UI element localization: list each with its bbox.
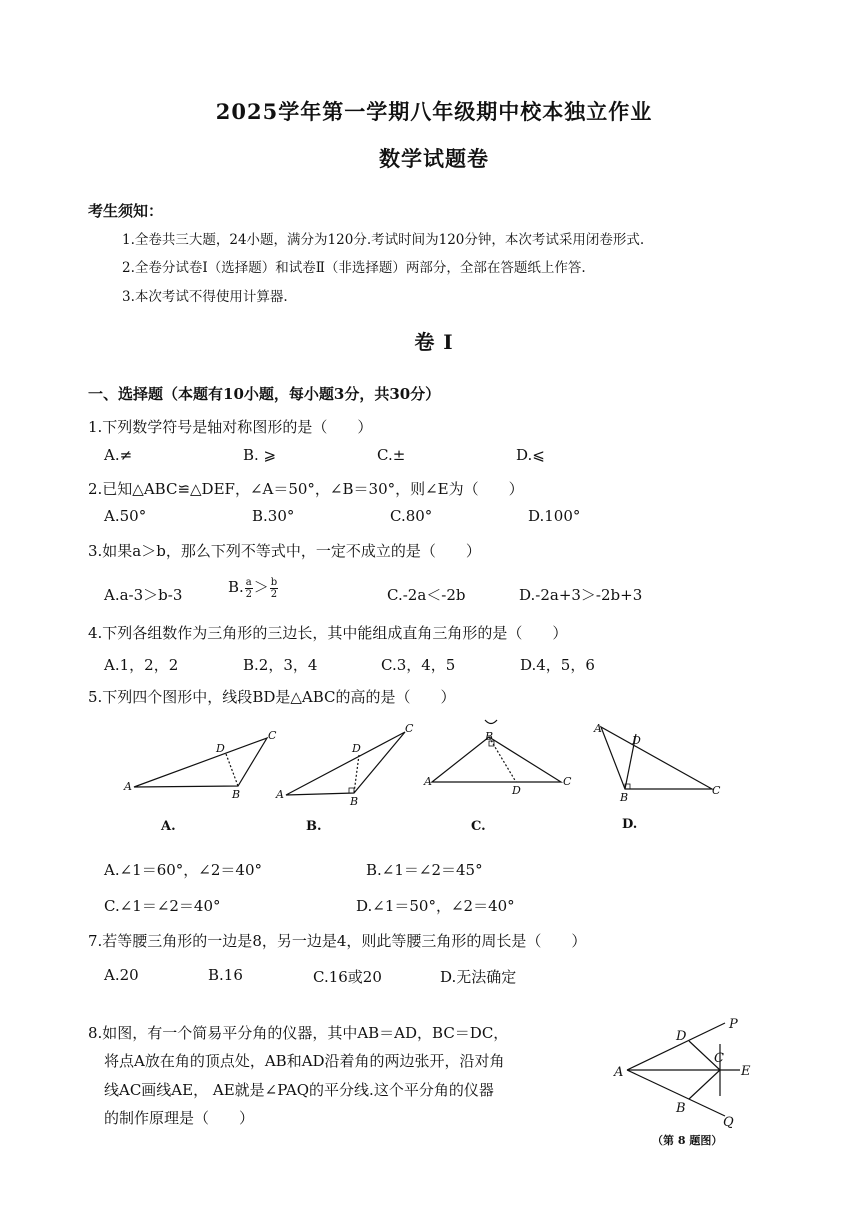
q5-fig-d-triangle bbox=[601, 727, 712, 789]
q5-fig-b-label-d: D bbox=[352, 742, 361, 755]
q5-fig-b-label-b: B bbox=[350, 795, 359, 808]
q7-option-c: C.16或20 bbox=[313, 968, 382, 986]
q5-fig-a-caption: A. bbox=[161, 819, 176, 834]
notice-heading: 考生须知： bbox=[88, 202, 164, 220]
q4-stem: 4.下列各组数作为三角形的三边长，其中能组成直角三角形的是（ ） bbox=[88, 624, 568, 642]
q8-label-b: B bbox=[676, 1101, 686, 1116]
q3-frac-a-over-2 bbox=[245, 577, 253, 600]
q3-stem: 3.如果a＞b，那么下列不等式中，一定不成立的是（ ） bbox=[88, 542, 481, 560]
q3-frac1-denominator: 2 bbox=[245, 588, 252, 600]
q4-option-b: B.2，3，4 bbox=[243, 656, 318, 674]
q6-option-c: C.∠1＝∠2＝40° bbox=[104, 897, 221, 915]
q5-fig-d-label-c: C bbox=[712, 784, 721, 797]
q8-label-p: P bbox=[729, 1017, 738, 1032]
q5-fig-c-label-a: A bbox=[424, 775, 432, 788]
q2-option-b: B.30° bbox=[252, 507, 295, 525]
q1-option-b: B. ⩾ bbox=[243, 446, 277, 464]
q7-option-b: B.16 bbox=[208, 966, 243, 984]
q8-figure bbox=[600, 1010, 770, 1150]
q4-option-a: A.1，2，2 bbox=[104, 656, 179, 674]
q5-fig-b-label-a: A bbox=[276, 788, 284, 801]
q5-fig-b-caption: B. bbox=[306, 819, 322, 834]
q5-fig-d-label-a: A bbox=[594, 722, 602, 735]
section1-heading: 一、选择题（本题有10小题，每小题3分，共30分） bbox=[88, 385, 441, 403]
q5-fig-c-label-c: C bbox=[563, 775, 572, 788]
q5-figures bbox=[0, 710, 868, 845]
q5-stem: 5.下列四个图形中，线段BD是△ABC的高的是（ ） bbox=[88, 688, 456, 706]
q8-line-3: 线AC画线AE， AE就是∠PAQ的平分线.这个平分角的仪器 bbox=[104, 1081, 494, 1099]
q3-frac-b-over-2 bbox=[270, 577, 278, 600]
q5-fig-a-label-b: B bbox=[232, 788, 241, 801]
q6-option-d: D.∠1＝50°，∠2＝40° bbox=[356, 897, 515, 915]
part-title: 卷 Ⅰ bbox=[414, 330, 454, 354]
q8-label-q: Q bbox=[723, 1115, 734, 1130]
q5-fig-b-triangle bbox=[286, 732, 405, 795]
q2-stem: 2.已知△ABC≌△DEF，∠A＝50°，∠B＝30°，则∠E为（ ） bbox=[88, 480, 524, 498]
notice-item-3: 3.本次考试不得使用计算器. bbox=[122, 289, 288, 305]
q8-line-1: 8.如图，有一个简易平分角的仪器，其中AB＝AD，BC＝DC， bbox=[88, 1024, 509, 1042]
q5-fig-c-triangle bbox=[432, 737, 561, 782]
q8-figure-caption: （第 8 题图） bbox=[652, 1134, 723, 1147]
q1-option-a: A.≠ bbox=[104, 446, 133, 464]
q5-fig-b-right-angle-mark bbox=[349, 788, 354, 793]
q3-option-d: D.-2a+3＞-2b+3 bbox=[519, 586, 643, 604]
q2-option-d: D.100° bbox=[528, 507, 581, 525]
exam-subtitle: 数学试题卷 bbox=[379, 146, 489, 171]
q5-fig-b-label-c: C bbox=[405, 722, 414, 735]
q5-fig-a-label-c: C bbox=[268, 729, 277, 742]
q8-label-d: D bbox=[676, 1029, 687, 1044]
q6-option-b: B.∠1＝∠2＝45° bbox=[366, 861, 483, 879]
q7-stem: 7.若等腰三角形的一边是8，另一边是4，则此等腰三角形的周长是（ ） bbox=[88, 932, 587, 950]
q3-frac2-denominator: 2 bbox=[270, 588, 278, 600]
q4-option-d: D.4，5，6 bbox=[520, 656, 595, 674]
q3-option-a: A.a-3＞b-3 bbox=[104, 586, 183, 604]
q3-option-b-relation: ＞ bbox=[253, 578, 269, 596]
q5-fig-c-arc bbox=[485, 720, 497, 724]
q5-fig-d-caption: D. bbox=[622, 817, 638, 832]
q2-option-a: A.50° bbox=[104, 507, 147, 525]
notice-item-1: 1.全卷共三大题，24小题，满分为120分.考试时间为120分钟，本次考试采用闭卷形式. bbox=[122, 232, 645, 248]
q1-option-c: C.± bbox=[377, 446, 406, 464]
q5-fig-a-label-d: D bbox=[216, 742, 225, 755]
q5-fig-c-caption: C. bbox=[471, 819, 486, 834]
q8-label-a: A bbox=[614, 1065, 624, 1080]
notice-item-2: 2.全卷分试卷Ⅰ（选择题）和试卷Ⅱ（非选择题）两部分，全部在答题纸上作答. bbox=[122, 260, 586, 276]
q2-option-c: C.80° bbox=[390, 507, 433, 525]
q3-frac2-numerator: b bbox=[270, 576, 278, 588]
q3-option-b bbox=[228, 576, 279, 600]
q4-option-c: C.3，4，5 bbox=[381, 656, 456, 674]
q1-stem: 1.下列数学符号是轴对称图形的是（ ） bbox=[88, 418, 373, 436]
q5-fig-c-label-b: B bbox=[485, 730, 494, 743]
q6-option-a: A.∠1＝60°，∠2＝40° bbox=[104, 861, 262, 879]
q7-option-a: A.20 bbox=[104, 966, 139, 984]
q5-fig-c-label-d: D bbox=[512, 784, 521, 797]
q8-line-4: 的制作原理是（ ） bbox=[104, 1109, 255, 1127]
q5-fig-d-label-d: D bbox=[632, 734, 641, 747]
q3-option-c: C.-2a＜-2b bbox=[387, 586, 466, 604]
q5-fig-a-label-a: A bbox=[124, 780, 132, 793]
q3-option-b-prefix: B. bbox=[228, 578, 244, 596]
exam-title: 2025学年第一学期八年级期中校本独立作业 bbox=[215, 99, 653, 124]
q1-option-d: D.⩽ bbox=[516, 446, 545, 464]
q5-fig-a-segment-bd bbox=[226, 754, 238, 786]
q8-label-e: E bbox=[741, 1064, 751, 1079]
q5-fig-a-triangle bbox=[134, 738, 267, 787]
q5-fig-d-label-b: B bbox=[620, 791, 629, 804]
q8-label-c: C bbox=[714, 1051, 724, 1066]
q8-line-2: 将点A放在角的顶点处，AB和AD沿着角的两边张开，沿对角 bbox=[104, 1052, 505, 1070]
q5-fig-c-segment-bd bbox=[489, 737, 516, 782]
q7-option-d: D.无法确定 bbox=[440, 968, 517, 986]
q3-frac1-numerator: a bbox=[245, 576, 252, 588]
